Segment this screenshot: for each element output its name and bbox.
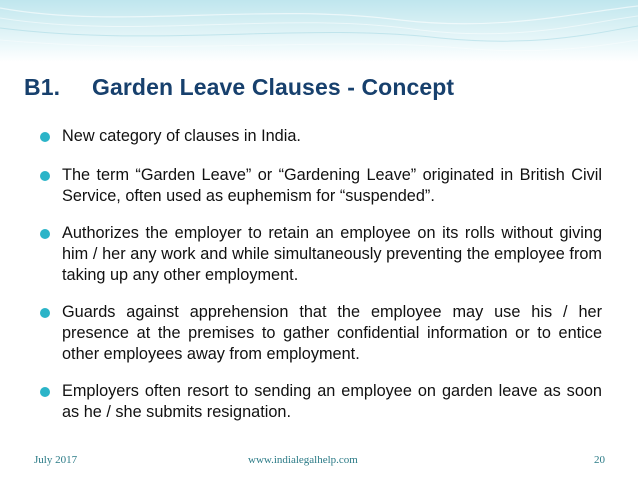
- slide-title: [24, 74, 454, 101]
- filled-circle-bullet-icon: [40, 171, 50, 181]
- filled-circle-bullet-icon: [40, 308, 50, 318]
- bullet-item: [40, 223, 602, 286]
- filled-circle-bullet-icon: [40, 132, 50, 142]
- footer-date: July 2017: [34, 454, 78, 466]
- bullet-text: Authorizes the employer to retain an employee on its rolls without giving him / her any work and while simultaneously preventing the employee from taking up any other employment.: [62, 224, 602, 284]
- bullet-item: [40, 126, 602, 147]
- bullet-item: [40, 302, 602, 365]
- footer-url: www.indialegalhelp.com: [248, 454, 358, 466]
- header-wave-decoration: [0, 0, 638, 62]
- footer-page-number: 20: [594, 454, 605, 466]
- bullet-list: [40, 126, 602, 439]
- bullet-text: Guards against apprehension that the employee may use his / her presence at the premises to gather confidential information or to entice other employees away from employment.: [62, 303, 602, 363]
- filled-circle-bullet-icon: [40, 229, 50, 239]
- filled-circle-bullet-icon: [40, 387, 50, 397]
- bullet-item: [40, 165, 602, 207]
- bullet-text: The term “Garden Leave” or “Gardening Leave” originated in British Civil Service, often used as euphemism for “suspended”.: [62, 166, 602, 205]
- bullet-text: Employers often resort to sending an employee on garden leave as soon as he / she submits resignation.: [62, 382, 602, 421]
- bullet-item: [40, 381, 602, 423]
- slide-title-number: B1.: [24, 74, 61, 100]
- bullet-text: New category of clauses in India.: [62, 127, 301, 145]
- slide-title-text: Garden Leave Clauses - Concept: [92, 74, 455, 100]
- wave-lines-graphic: [0, 0, 638, 62]
